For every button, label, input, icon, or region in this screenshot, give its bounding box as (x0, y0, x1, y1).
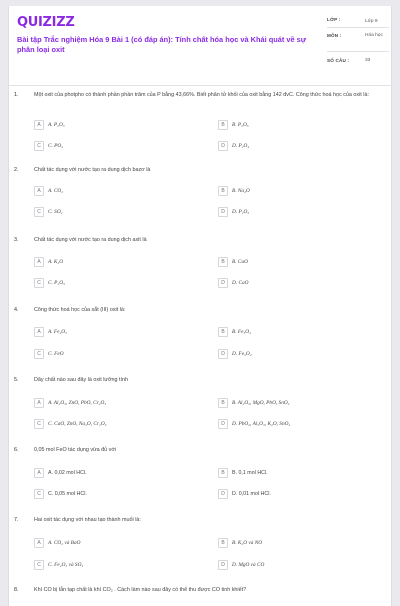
worksheet-meta (327, 16, 389, 67)
option-c[interactable] (34, 205, 63, 218)
question-text: Hai oxit tác dụng với nhau tạo thành muối là: (34, 517, 141, 523)
question-number: 3. (14, 237, 19, 243)
option-letter-box: C (34, 560, 44, 570)
option-b[interactable] (218, 118, 249, 131)
option-letter-box: D (218, 560, 228, 570)
option-a[interactable] (34, 396, 106, 409)
option-letter-box: D (218, 349, 228, 359)
option-letter-box: D (218, 278, 228, 288)
option-b[interactable] (218, 466, 268, 479)
option-text: A. Fe₂O₃ (48, 328, 67, 335)
meta-subject-value: Hóa học (365, 33, 383, 38)
option-d[interactable] (218, 347, 252, 360)
option-d[interactable] (218, 417, 290, 430)
option-text: D. CaO (232, 279, 249, 286)
option-text: B. CuO (232, 258, 248, 265)
option-a[interactable] (34, 184, 63, 197)
option-letter-box: C (34, 141, 44, 151)
question-text: Chất tác dụng với nước tạo ra dung dịch bazơ là (34, 167, 151, 173)
meta-subject-label: MÔN : (327, 33, 342, 38)
option-text: D. P₂O₄ (232, 142, 250, 149)
option-a[interactable] (34, 466, 87, 479)
option-text: C. CaO, ZnO, Na₂O, Cr₂O₃ (48, 420, 107, 427)
option-letter-box: D (218, 207, 228, 217)
option-a[interactable] (34, 536, 80, 549)
question-number: 6. (14, 447, 19, 453)
option-letter-box: C (34, 349, 44, 359)
option-c[interactable] (34, 139, 63, 152)
option-letter-box: B (218, 120, 228, 130)
question-text: Công thức hoá học của sắt (III) oxit là: (34, 307, 126, 313)
meta-count-label: SỐ CÂU : (327, 58, 350, 63)
option-letter-box: A (34, 120, 44, 130)
page-title: Bài tập Trắc nghiệm Hóa 9 Bài 1 (có đáp án): Tính chất hóa học và Khái quát về sự phân loại oxit (17, 35, 307, 54)
option-letter-box: D (218, 141, 228, 151)
option-b[interactable] (218, 184, 250, 197)
option-letter-box: B (218, 257, 228, 267)
option-text: C. FeO (48, 350, 64, 357)
worksheet-header (9, 6, 393, 86)
option-text: B. Al₂O₃, MgO, PbO, SnO₂ (232, 399, 290, 406)
option-b[interactable] (218, 325, 251, 338)
option-d[interactable] (218, 487, 271, 500)
question-text: Dãy chất nào sau đây là oxit lưỡng tính (34, 377, 129, 383)
option-text: A. K₂O (48, 258, 64, 265)
option-text: D. 0,01 mol HCl. (232, 490, 271, 497)
option-text: C. P₂O₅ (48, 279, 65, 286)
question-number: 2. (14, 167, 19, 173)
option-letter-box: A (34, 257, 44, 267)
question-number: 7. (14, 517, 19, 523)
option-text: D. Fe₃O₂ (232, 350, 252, 357)
option-d[interactable] (218, 276, 248, 289)
option-text: B. Fe₃O₄ (232, 328, 251, 335)
option-letter-box: C (34, 489, 44, 499)
question-number: 1. (14, 92, 19, 98)
question-text: 0,05 mol FeO tác dụng vừa đủ với (34, 447, 117, 453)
option-letter-box: C (34, 207, 44, 217)
option-text: C. Fe₂O₃ và SO₃ (48, 561, 84, 568)
option-letter-box: B (218, 468, 228, 478)
option-text: A. P₂O₃ (48, 121, 65, 128)
option-letter-box: C (34, 419, 44, 429)
option-letter-box: A (34, 327, 44, 337)
option-d[interactable] (218, 205, 249, 218)
question-text: Chất tác dụng với nước tạo ra dung dịch axit là (34, 237, 147, 243)
option-c[interactable] (34, 347, 64, 360)
option-text: D. PbO₂, Al₂O₃, K₂O, SnO₂ (232, 420, 291, 427)
option-text: B. 0,1 mol HCl. (232, 469, 268, 476)
option-text: B. Na₂O (232, 187, 250, 194)
option-text: B. P₂O₅ (232, 121, 249, 128)
option-text: C. PO₂ (48, 142, 64, 149)
option-text: B. K₂O và NO (232, 539, 263, 546)
option-letter-box: C (34, 278, 44, 288)
option-c[interactable] (34, 487, 87, 500)
option-a[interactable] (34, 118, 65, 131)
worksheet-page (8, 6, 392, 606)
question-number: 8. (14, 587, 19, 593)
question-number: 5. (14, 377, 19, 383)
option-text: C. 0,05 mol HCl. (48, 490, 87, 497)
option-b[interactable] (218, 255, 248, 268)
option-text: A. Al₂O₃, ZnO, PbO, Cr₂O₃ (48, 399, 107, 406)
option-a[interactable] (34, 255, 63, 268)
option-c[interactable] (34, 276, 65, 289)
meta-count-value: 33 (365, 58, 371, 63)
option-text: C. SO₂ (48, 208, 63, 215)
option-c[interactable] (34, 417, 107, 430)
meta-count-row (327, 55, 389, 67)
option-d[interactable] (218, 558, 264, 571)
option-letter-box: B (218, 327, 228, 337)
option-d[interactable] (218, 139, 249, 152)
question-number: 4. (14, 307, 19, 313)
meta-class-value: Lớp 9 (365, 19, 378, 24)
quizizz-logo: QUIZIZZ (17, 15, 75, 30)
option-a[interactable] (34, 325, 67, 338)
option-letter-box: D (218, 489, 228, 499)
meta-class-row (327, 16, 389, 28)
option-b[interactable] (218, 536, 262, 549)
meta-class-label: LỚP : (327, 17, 341, 22)
option-letter-box: A (34, 398, 44, 408)
option-letter-box: A (34, 538, 44, 548)
option-letter-box: B (218, 538, 228, 548)
option-text: D. P₂O₅ (232, 208, 250, 215)
option-text: A. 0,02 mol HCl. (48, 469, 87, 476)
option-b[interactable] (218, 396, 290, 409)
option-letter-box: D (218, 419, 228, 429)
option-letter-box: B (218, 398, 228, 408)
option-letter-box: A (34, 468, 44, 478)
option-text: A. CO₂ (48, 187, 64, 194)
question-text: Khí CO bị lẫn tạp chất là khí CO₂ . Cách làm nào sau đây có thể thu được CO tinh khiết? (34, 587, 247, 593)
option-text: A. CO₂ và BaO (48, 539, 81, 546)
option-c[interactable] (34, 558, 83, 571)
option-letter-box: B (218, 186, 228, 196)
option-text: D. MgO và CO (232, 561, 265, 568)
meta-subject-row (327, 30, 389, 52)
option-letter-box: A (34, 186, 44, 196)
question-text: Một oxit của photpho có thành phần phần trăm của P bằng 43,66%. Biết phân tử khối của oxit bằng 142 đvC. Công thức hoá học của oxit là: (34, 92, 369, 98)
